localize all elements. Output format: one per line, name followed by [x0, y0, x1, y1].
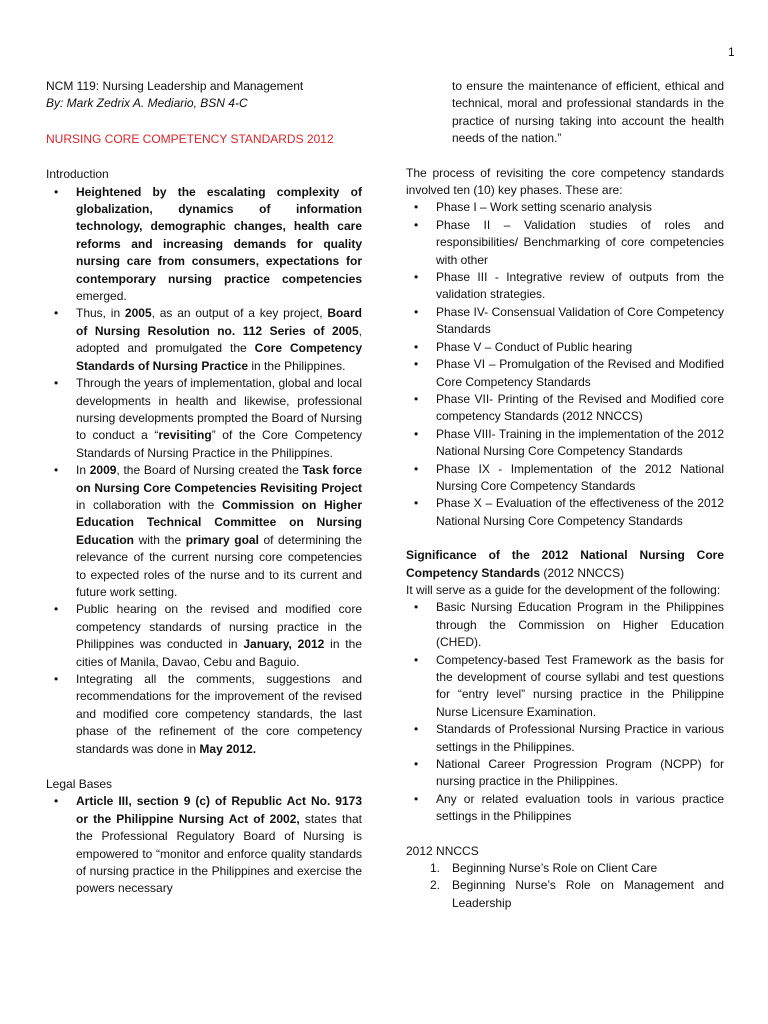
- list-item: • Phase VII- Printing of the Revised and Modified core competency Standards (2012 NNCCS): [436, 391, 724, 426]
- legal-bases-heading: Legal Bases: [46, 777, 113, 792]
- list-item: • Standards of Professional Nursing Practice in various settings in the Philippines.: [436, 721, 724, 756]
- list-item: • Basic Nursing Education Program in the Philippines through the Commission on Higher Education (CHED).: [436, 599, 724, 651]
- process-intro: The process of revisiting the core competency standards involved ten (10) key phases. These are:: [406, 165, 724, 198]
- list-item: • Phase VIII- Training in the implementation of the 2012 National Nursing Core Competency Standards: [436, 426, 724, 461]
- list-item: • Any or related evaluation tools in various practice settings in the Philippines: [436, 791, 724, 826]
- quote-continuation: to ensure the maintenance of efficient, ethical and technical, moral and professional standards in the practice of nursing taking into account the health needs of the nation.”: [452, 79, 724, 146]
- item-number: 1.: [430, 861, 441, 876]
- document-title: NURSING CORE COMPETENCY STANDARDS 2012: [46, 131, 334, 146]
- significance-heading-rest: (2012 NNCCS): [540, 565, 625, 580]
- right-column: [406, 78, 724, 912]
- significance-heading: [406, 547, 724, 582]
- page-number: 1: [728, 45, 735, 59]
- list-item: • Heightened by the escalating complexity of globalization, dynamics of information technology, demographic changes, health care reforms and increasing demands for quality nursing care from consumers, expectations for contemporary nursing practice competencies emerged.: [76, 184, 362, 306]
- list-item: • Phase III - Integrative review of outputs from the validation strategies.: [436, 269, 724, 304]
- list-item: [430, 860, 724, 877]
- list-item: • Phase IV- Consensual Validation of Core Competency Standards: [436, 304, 724, 339]
- item-text: Beginning Nurse’s Role on Client Care: [452, 861, 658, 876]
- list-item: • Through the years of implementation, global and local developments in health and likewise, professional nursing developments prompted the Board of Nursing to conduct a “revisiting” of the Core Competency Standards of Nursing Practice in the Philippines.: [76, 375, 362, 462]
- list-item: • National Career Progression Program (NCPP) for nursing practice in the Philippines.: [436, 756, 724, 791]
- item-text: Beginning Nurse’s Role on Management and Leadership: [452, 878, 724, 910]
- significance-intro: It will serve as a guide for the development of the following:: [406, 582, 721, 597]
- list-item: • Phase I – Work setting scenario analysis: [436, 199, 724, 216]
- introduction-heading: Introduction: [46, 167, 109, 182]
- list-item: • Public hearing on the revised and modified core competency standards of nursing practice in the Philippines was conducted in January, 2012 in the cities of Manila, Davao, Cebu and Baguio.: [76, 601, 362, 671]
- list-item: • Phase VI – Promulgation of the Revised and Modified Core Competency Standards: [436, 356, 724, 391]
- list-item: • Competency-based Test Framework as the basis for the development of course syllabi and test questions for “entry level” nursing practice in the Philippine Nurse Licensure Examination.: [436, 652, 724, 722]
- list-item: • In 2009, the Board of Nursing created the Task force on Nursing Core Competencies Revisiting Project in collaboration with the Commission on Higher Education Technical Committee on Nursing Education with the primary goal of determining the relevance of the current nursing core competencies to expected roles of the nurse and to its current and future work setting.: [76, 462, 362, 601]
- list-item: • Phase X – Evaluation of the effectiveness of the 2012 National Nursing Core Competency Standards: [436, 495, 724, 530]
- introduction-list: [46, 184, 362, 758]
- list-item: • Phase V – Conduct of Public hearing: [436, 339, 724, 356]
- significance-list: [406, 599, 724, 825]
- significance-heading-bold: Significance of the 2012 National Nursing Core Competency Standards: [406, 548, 724, 580]
- list-item: • Phase IX - Implementation of the 2012 National Nursing Core Competency Standards: [436, 461, 724, 496]
- course-title: NCM 119: Nursing Leadership and Management: [46, 79, 304, 93]
- list-item: • Integrating all the comments, suggestions and recommendations for the improvement of the revised and modified core competency standards, the last phase of the refinement of the core competency standards was done in May 2012.: [76, 671, 362, 758]
- list-item: • Phase II – Validation studies of roles and responsibilities/ Benchmarking of core competencies with other: [436, 217, 724, 269]
- phases-list: [406, 199, 724, 530]
- nnccs-heading: 2012 NNCCS: [406, 843, 479, 858]
- legal-bases-list: [46, 793, 362, 897]
- item-number: 2.: [430, 878, 441, 893]
- list-item: [430, 877, 724, 912]
- list-item: • Thus, in 2005, as an output of a key project, Board of Nursing Resolution no. 112 Series of 2005, adopted and promulgated the Core Competency Standards of Nursing Practice in the Philippines.: [76, 305, 362, 375]
- author-line: By: Mark Zedrix A. Mediario, BSN 4-C: [46, 96, 248, 111]
- list-item: • Article III, section 9 (c) of Republic Act No. 9173 or the Philippine Nursing Act of 2002, states that the Professional Regulatory Board of Nursing is empowered to “monitor and enforce quality standards of nursing practice in the Philippines and exercise the powers necessary: [76, 793, 362, 897]
- nnccs-list: [406, 860, 724, 912]
- left-column: [46, 78, 362, 898]
